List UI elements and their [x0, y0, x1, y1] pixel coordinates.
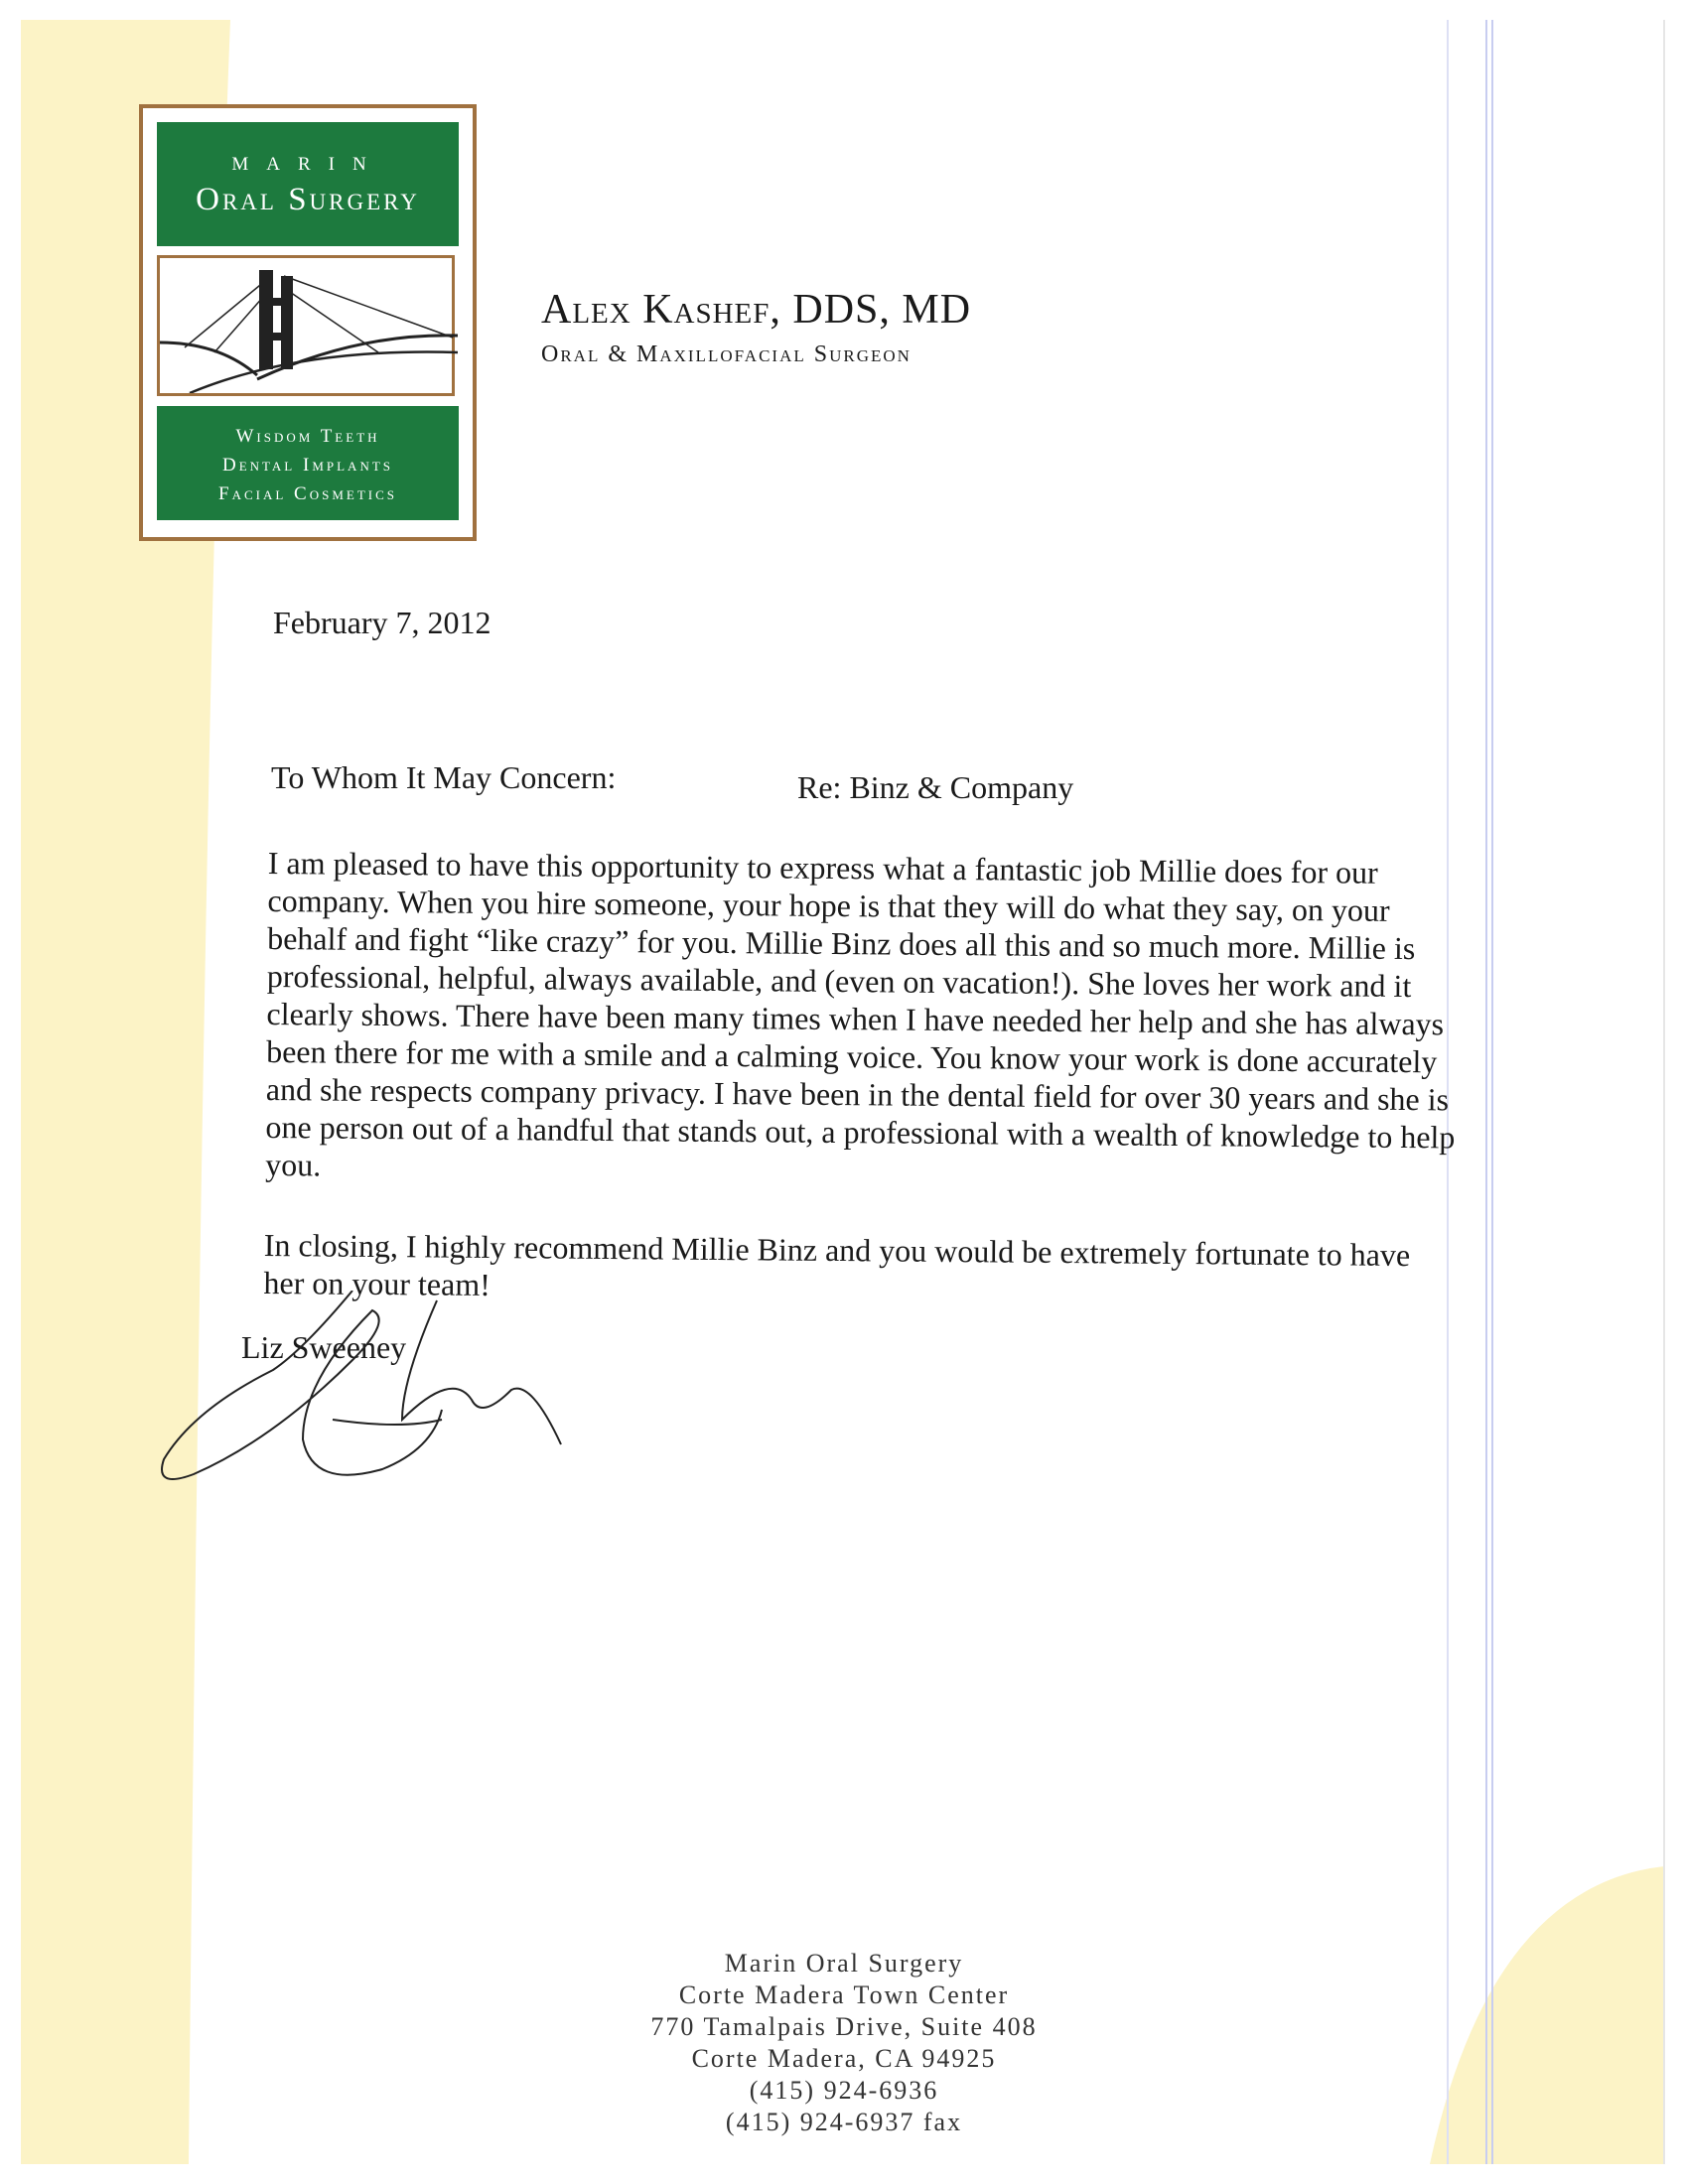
footer-line: Corte Madera Town Center: [678, 1980, 1010, 2009]
footer-line: (415) 924-6937 fax: [725, 2108, 963, 2136]
doctor-name: Alex Kashef, DDS, MD: [541, 287, 972, 333]
letter-date: February 7, 2012: [273, 605, 491, 640]
bridge-illustration: [157, 255, 455, 396]
footer-address: [556, 1948, 1132, 2138]
practice-logo: [139, 104, 477, 541]
logo-oral-surgery: Oral Surgery: [196, 182, 420, 217]
yellow-corner-bottom-right: [1430, 1866, 1664, 2164]
service-item: Dental Implants: [221, 455, 394, 476]
signer-name: Liz Sweeney: [241, 1329, 407, 1365]
salutation: To Whom It May Concern:: [271, 759, 617, 795]
logo-marin: MARIN: [231, 154, 384, 175]
footer-line: Marin Oral Surgery: [724, 1949, 964, 1978]
logo-services-panel: [157, 406, 459, 520]
subject-line: Re: Binz & Company: [797, 769, 1074, 805]
footer-line: 770 Tamalpais Drive, Suite 408: [650, 2012, 1038, 2041]
logo-title-panel: [157, 122, 459, 246]
body-paragraph-1: I am pleased to have this opportunity to express what a fantastic job Millie does for our company. When you hire someone, your hope is that they will do what they say, on your behalf and fight “like crazy” for you. Millie Binz does all this and so much more. Millie is professional, helpful, always available, and (even on vacation!). She loves her work and it clearly shows. There have been many times when I have needed her help and she has always been there for me with a smile and a calming voice. You know your work is done accurately and she respects company privacy. I have been in the dental field for over 30 years and she is one person out of a handful that stands out, a professional with a wealth of knowledge to help you.: [265, 844, 1456, 1183]
doctor-title: Oral & Maxillofacial Surgeon: [541, 341, 912, 367]
handwritten-signature: [154, 1291, 591, 1489]
service-item: Wisdom Teeth: [235, 426, 380, 447]
body-paragraph-2: In closing, I highly recommend Millie Binz and you would be extremely fortunate to have her on your team!: [263, 1227, 1411, 1302]
footer-line: (415) 924-6936: [749, 2076, 939, 2105]
footer-line: Corte Madera, CA 94925: [691, 2044, 997, 2073]
golden-gate-bridge-icon: [160, 258, 458, 393]
service-item: Facial Cosmetics: [218, 483, 397, 504]
